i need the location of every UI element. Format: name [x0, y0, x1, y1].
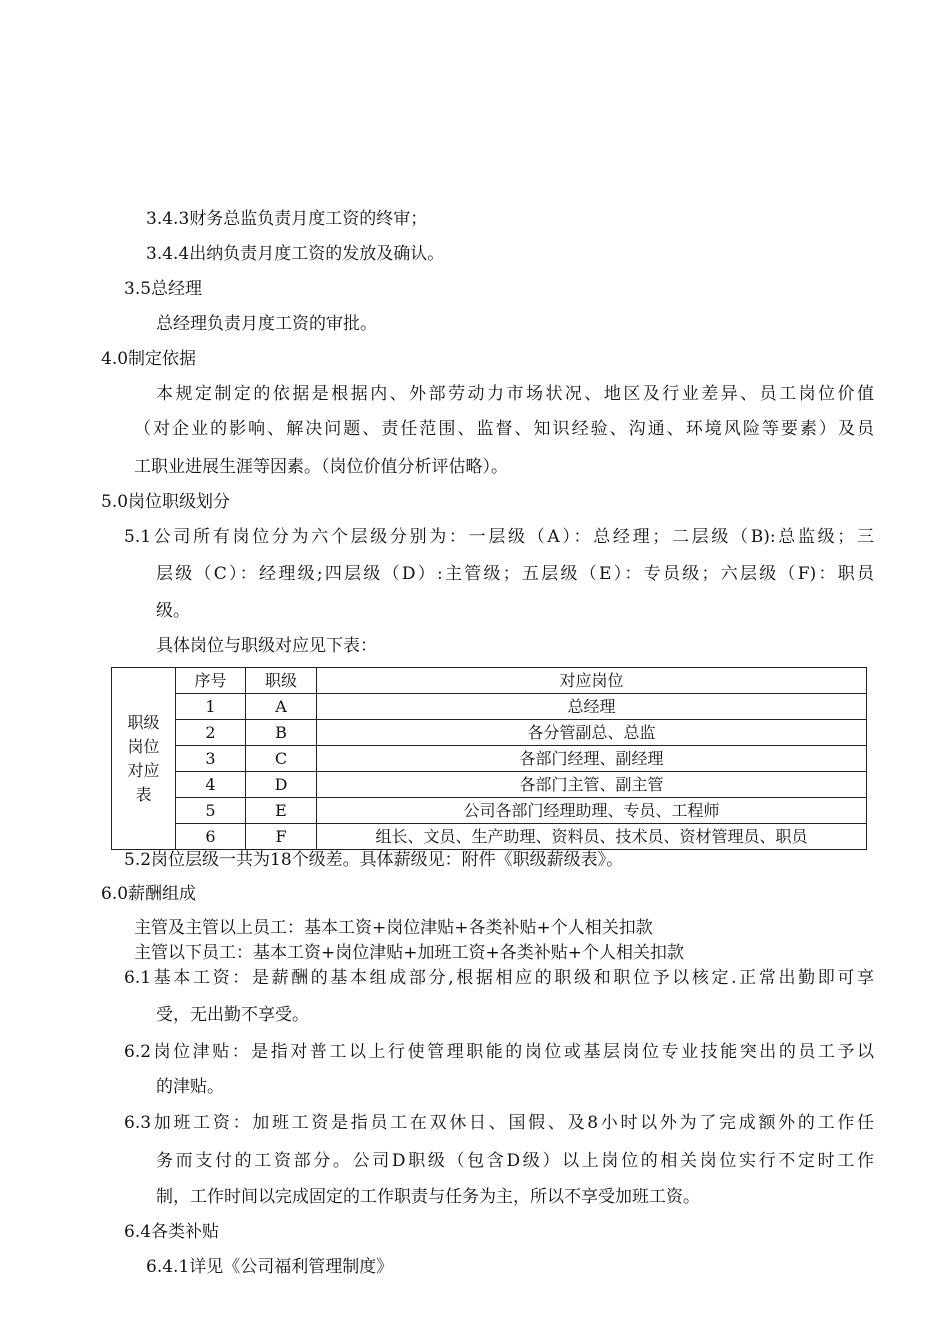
clause-5-2: 5.2岗位层级一共为18个级差。具体薪级见：附件《职级薪级表》。 — [124, 850, 624, 870]
clause-6-2-line2: 的津贴。 — [156, 1077, 224, 1097]
header-positions: 对应岗位 — [317, 668, 867, 694]
clause-6-1-line2: 受，无出勤不享受。 — [156, 1005, 309, 1025]
cell-no: 5 — [176, 798, 246, 824]
header-grade: 职级 — [246, 668, 317, 694]
table-header-row — [112, 668, 867, 694]
side-label-line: 职级 — [127, 712, 160, 732]
clause-3-4-4: 3.4.4出纳负责月度工资的发放及确认。 — [146, 244, 445, 264]
table-row — [112, 824, 867, 850]
cell-positions: 组长、文员、生产助理、资料员、技术员、资材管理员、职员 — [317, 824, 867, 850]
cell-no: 6 — [176, 824, 246, 850]
cell-positions: 各部门经理、副经理 — [317, 746, 867, 772]
clause-6-4-1: 6.4.1详见《公司福利管理制度》 — [146, 1257, 394, 1277]
side-label-line: 表 — [135, 784, 152, 804]
table-row — [112, 746, 867, 772]
section-5-heading: 5.0岗位职级划分 — [101, 492, 231, 512]
cell-grade: A — [246, 694, 317, 720]
clause-6-3-line3: 制，工作时间以完成固定的工作职责与任务为主，所以不享受加班工资。 — [156, 1187, 700, 1207]
cell-no: 2 — [176, 720, 246, 746]
cell-grade: B — [246, 720, 317, 746]
section-3-5-body: 总经理负责月度工资的审批。 — [156, 314, 377, 334]
cell-grade: E — [246, 798, 317, 824]
cell-grade: D — [246, 772, 317, 798]
cell-positions: 公司各部门经理助理、专员、工程师 — [317, 798, 867, 824]
clause-5-1-line2: 层级（C）：经理级;四层级（D）:主管级；五层级（E）：专员级；六层级（F)：职员 — [156, 564, 874, 584]
clause-6-3-line2: 务而支付的工资部分。公司D职级（包含D级）以上岗位的相关岗位实行不定时工作 — [156, 1151, 874, 1171]
salary-formula-staff: 主管以下员工：基本工资+岗位津贴+加班工资+各类补贴+个人相关扣款 — [134, 943, 684, 963]
section-4-heading: 4.0制定依据 — [101, 349, 197, 369]
side-label-line: 对应 — [127, 760, 160, 780]
table-row — [112, 798, 867, 824]
clause-5-1-line1: 5.1公司所有岗位分为六个层级分别为：一层级（A）：总经理；二层级（B):总监级；三 — [124, 527, 874, 547]
clause-6-2-line1: 6.2岗位津贴：是指对普工以上行使管理职能的岗位或基层岗位专业技能突出的员工予以 — [124, 1042, 874, 1062]
job-grade-table — [111, 667, 867, 850]
cell-no: 3 — [176, 746, 246, 772]
table-row — [112, 772, 867, 798]
cell-grade: C — [246, 746, 317, 772]
section-6-4-heading: 6.4各类补贴 — [124, 1222, 220, 1242]
salary-formula-manager: 主管及主管以上员工：基本工资+岗位津贴+各类补贴+个人相关扣款 — [134, 918, 653, 938]
header-no: 序号 — [176, 668, 246, 694]
section-4-para-line2: （对企业的影响、解决问题、责任范围、监督、知识经验、沟通、环境风险等要素）及员 — [134, 419, 874, 439]
table-row — [112, 694, 867, 720]
cell-positions: 各分管副总、总监 — [317, 720, 867, 746]
cell-positions: 总经理 — [317, 694, 867, 720]
clause-5-1-line3: 级。 — [156, 601, 190, 621]
cell-positions: 各部门主管、副主管 — [317, 772, 867, 798]
section-3-5-heading: 3.5总经理 — [124, 279, 203, 299]
table-row — [112, 720, 867, 746]
clause-6-1-line1: 6.1基本工资：是薪酬的基本组成部分,根据相应的职级和职位予以核定.正常出勤即可享 — [124, 968, 874, 988]
side-label-line: 岗位 — [127, 736, 160, 756]
section-4-para-line3: 工职业进展生涯等因素。（岗位价值分析评估略）。 — [134, 457, 508, 477]
cell-no: 1 — [176, 694, 246, 720]
table-intro: 具体岗位与职级对应见下表： — [156, 636, 377, 656]
cell-no: 4 — [176, 772, 246, 798]
section-6-heading: 6.0薪酬组成 — [101, 884, 197, 904]
table-side-label — [112, 668, 176, 850]
cell-grade: F — [246, 824, 317, 850]
clause-6-3-line1: 6.3加班工资：加班工资是指员工在双休日、国假、及8小时以外为了完成额外的工作任 — [124, 1113, 874, 1133]
section-4-para-line1: 本规定制定的依据是根据内、外部劳动力市场状况、地区及行业差异、员工岗位价值 — [156, 384, 874, 404]
clause-3-4-3: 3.4.3财务总监负责月度工资的终审； — [146, 209, 428, 229]
